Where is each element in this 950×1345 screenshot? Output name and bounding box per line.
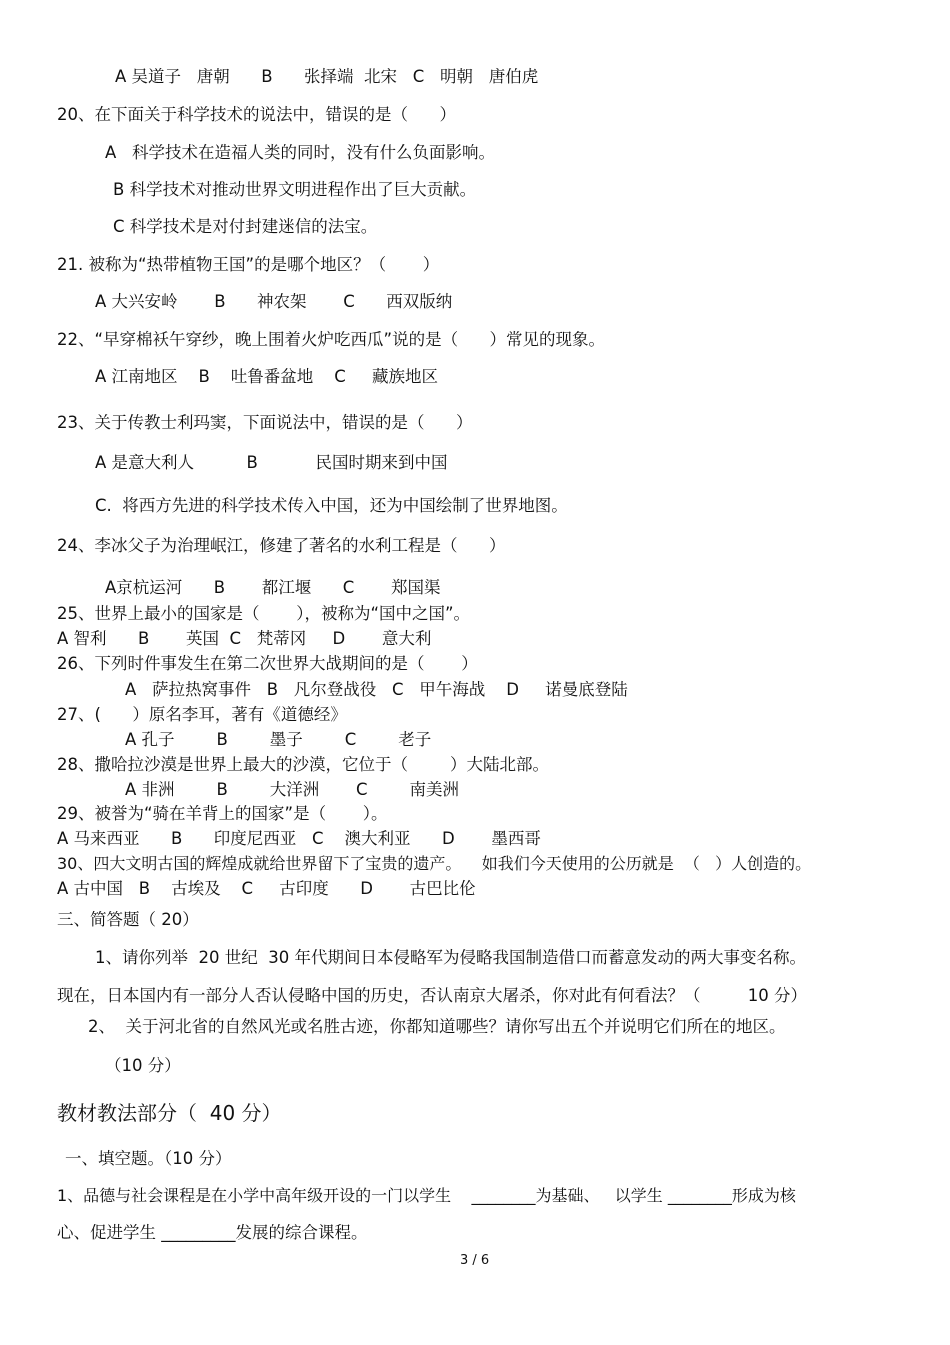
option-20a: A 科学技术在造福人类的同时，没有什么负面影响。	[105, 143, 496, 162]
option-line-19: A 吴道子 唐朝 B 张择端 北宋 C 明朝 唐伯虎	[115, 67, 539, 86]
options-30: A 古中国 B 古埃及 C 古印度 D 古巴比伦	[57, 879, 476, 898]
options-29: A 马来西亚 B 印度尼西亚 C 澳大利亚 D 墨西哥	[57, 829, 541, 848]
fill-in-1: 1、品德与社会课程是在小学中高年级开设的一门以学生 ________为基础、 以学生 ________形成为核	[57, 1186, 796, 1205]
question-29: 29、被誉为“骑在羊背上的国家”是（ ）。	[57, 804, 388, 823]
short-answer-2-score: （10 分）	[105, 1056, 181, 1075]
fill-in-1-cont: 心、促进学生 _________发展的综合课程。	[57, 1223, 368, 1242]
page-number: 3 / 6	[460, 1253, 490, 1268]
options-27: A 孔子 B 墨子 C 老子	[125, 730, 432, 749]
question-20: 20、在下面关于科学技术的说法中，错误的是（ ）	[57, 105, 456, 124]
question-27: 27、( ）原名李耳，著有《道德经》	[57, 705, 347, 724]
question-25: 25、世界上最小的国家是（ ），被称为“国中之国”。	[57, 604, 471, 623]
short-answer-1-cont: 现在，日本国内有一部分人否认侵略中国的历史，否认南京大屠杀，你对此有何看法？（ 10 分）	[57, 986, 807, 1005]
option-20b: B 科学技术对推动世界文明进程作出了巨大贡献。	[113, 180, 477, 199]
section-3-heading: 三、简答题（ 20）	[57, 910, 199, 929]
options-23ab: A 是意大利人 B 民国时期来到中国	[95, 453, 448, 472]
options-22: A 江南地区 B 吐鲁番盆地 C 藏族地区	[95, 367, 439, 386]
question-28: 28、撒哈拉沙漠是世界上最大的沙漠，它位于（ ）大陆北部。	[57, 755, 549, 774]
option-20c: C 科学技术是对付封建迷信的法宝。	[113, 217, 378, 236]
option-23c: C. 将西方先进的科学技术传入中国，还为中国绘制了世界地图。	[95, 496, 568, 515]
question-26: 26、下列时件事发生在第二次世界大战期间的是（ ）	[57, 654, 478, 673]
short-answer-2: 2、 关于河北省的自然风光或名胜古迹，你都知道哪些？请你写出五个并说明它们所在的地区。	[88, 1017, 786, 1036]
question-24: 24、李冰父子为治理岷江，修建了著名的水利工程是（ ）	[57, 536, 506, 555]
options-26: A 萨拉热窝事件 B 凡尔登战役 C 甲午海战 D 诺曼底登陆	[125, 680, 628, 699]
short-answer-1: 1、请你列举 20 世纪 30 年代期间日本侵略军为侵略我国制造借口而蓄意发动的两大事变名称。	[95, 948, 806, 967]
options-25: A 智利 B 英国 C 梵蒂冈 D 意大利	[57, 629, 432, 648]
question-30: 30、四大文明古国的辉煌成就给世界留下了宝贵的遗产。 如我们今天使用的公历就是 （ ）人创造的。	[57, 854, 812, 873]
options-21: A 大兴安岭 B 神农架 C 西双版纳	[95, 292, 453, 311]
options-28: A 非洲 B 大洋洲 C 南美洲	[125, 780, 459, 799]
question-23: 23、关于传教士利玛窦，下面说法中，错误的是（ ）	[57, 413, 473, 432]
question-22: 22、“早穿棉袄午穿纱，晚上围着火炉吃西瓜”说的是（ ）常见的现象。	[57, 330, 606, 349]
options-24: A京杭运河 B 都江堰 C 郑国渠	[105, 578, 441, 597]
section-title: 教材教法部分（ 40 分）	[57, 1101, 282, 1125]
fill-in-heading: 一、填空题。（10 分）	[65, 1149, 232, 1168]
question-21: 21. 被称为“热带植物王国”的是哪个地区？（ ）	[57, 255, 440, 274]
